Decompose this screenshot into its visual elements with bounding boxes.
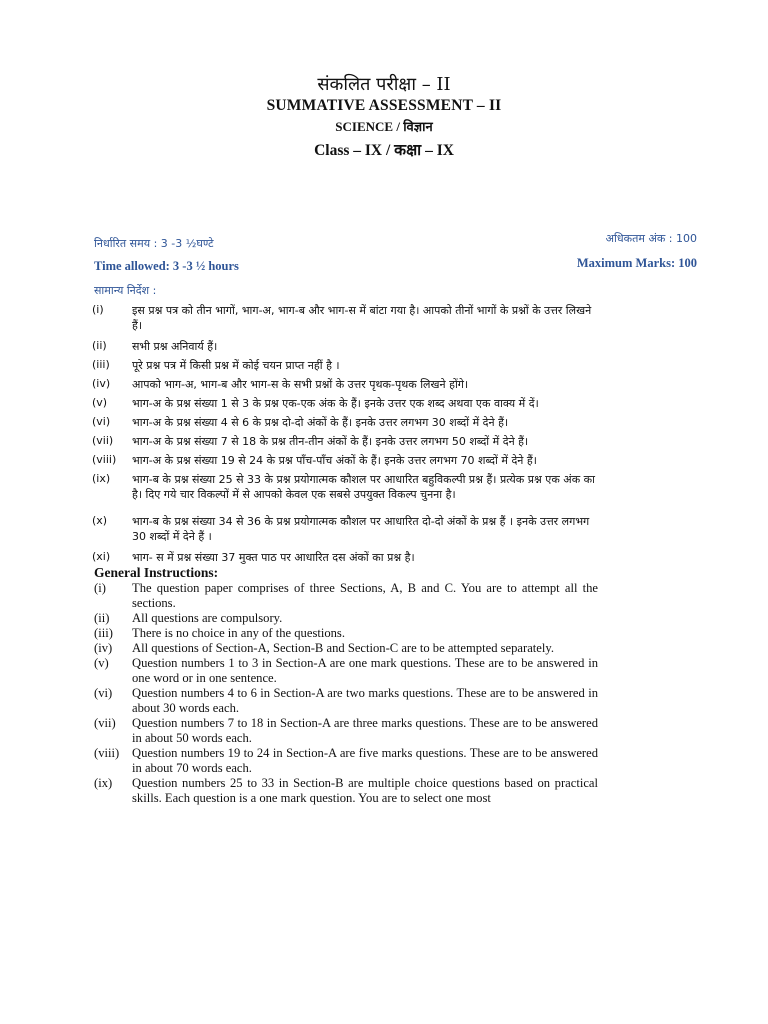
list-item: [92, 396, 602, 415]
max-marks-hindi: अधिकतम अंक : 100: [605, 232, 697, 245]
item-text: इस प्रश्न पत्र को तीन भागों, भाग-अ, भाग-ब और भाग-स में बांटा गया है। आपको तीनों भागों के प्रश्नों के उत्तर लिखने हैं।: [132, 304, 592, 332]
item-number: (iii): [92, 358, 110, 371]
item-number: (i): [94, 581, 106, 595]
max-marks-english: Maximum Marks: 100: [576, 256, 697, 270]
item-text: भाग-अ के प्रश्न संख्या 7 से 18 के प्रश्न तीन-तीन अंकों के हैं। इनके उत्तर लगभग 50 शब्दों में देने हैं।: [132, 435, 529, 448]
item-number: (i): [92, 303, 104, 316]
list-item: [94, 686, 598, 716]
item-text: There is no choice in any of the questions.: [132, 626, 345, 640]
item-text: सभी प्रश्न अनिवार्य हैं।: [132, 340, 218, 353]
time-allowed-hindi: निर्धारित समय : 3 -3 ½घण्टे: [94, 237, 214, 250]
item-text: All questions are compulsory.: [132, 611, 283, 625]
item-number: (vi): [94, 686, 113, 700]
item-number: (ii): [94, 611, 110, 625]
list-item: [94, 641, 598, 656]
item-number: (x): [92, 514, 108, 527]
list-item: [92, 377, 602, 396]
item-number: (ix): [92, 472, 111, 485]
item-text: Question numbers 1 to 3 in Section-A are one mark questions. These are to be answered in one word or in one sentence.: [132, 656, 598, 685]
list-item: [92, 514, 602, 550]
title-hindi: संकलित परीक्षा – II: [317, 74, 451, 95]
item-text: Question numbers 19 to 24 in Section-A are five marks questions. These are to be answered in about 70 words each.: [132, 746, 598, 775]
item-number: (v): [92, 396, 108, 409]
item-number: (xi): [92, 550, 111, 563]
general-instructions-heading: General Instructions:: [94, 565, 219, 580]
list-item: [92, 472, 602, 514]
item-text: Question numbers 7 to 18 in Section-A are three marks questions. These are to be answered in about 50 words each.: [132, 716, 598, 745]
list-item: [94, 611, 598, 626]
item-text: भाग-अ के प्रश्न संख्या 4 से 6 के प्रश्न दो-दो अंकों के हैं। इनके उत्तर लगभग 30 शब्दों में देने हैं।: [132, 416, 509, 429]
list-item: [92, 415, 602, 434]
item-number: (ii): [92, 339, 107, 352]
list-item: [94, 656, 598, 686]
item-text: Question numbers 25 to 33 in Section-B are multiple choice questions based on practical skills. Each question is a one mark question. You are to select one most: [132, 776, 598, 805]
item-text: पूरे प्रश्न पत्र में किसी प्रश्न में कोई चयन प्राप्त नहीं है ।: [132, 359, 340, 372]
item-text: भाग-अ के प्रश्न संख्या 19 से 24 के प्रश्न पाँच-पाँच अंकों के हैं। इनके उत्तर लगभग 70 शब्दों में देने हैं।: [132, 454, 537, 467]
item-text: भाग-ब के प्रश्न संख्या 34 से 36 के प्रश्न प्रयोगात्मक कौशल पर आधारित दो-दो अंकों के प्रश्न हैं । इनके उत्तर लगभग 30 शब्दों में देने हैं ।: [132, 515, 590, 543]
hindi-instructions-list: [92, 303, 602, 569]
time-allowed-english: Time allowed: 3 -3 ½ hours: [94, 259, 239, 273]
class-title: Class – IX / कक्षा – IX: [314, 142, 454, 159]
list-item: [94, 626, 598, 641]
list-item: [92, 339, 602, 358]
list-item: [94, 746, 598, 776]
item-text: आपको भाग-अ, भाग-ब और भाग-स के सभी प्रश्नों के उत्तर पृथक-पृथक लिखने होंगे।: [132, 378, 469, 391]
list-item: [94, 581, 598, 611]
item-number: (v): [94, 656, 109, 670]
list-item: [92, 303, 602, 339]
list-item: [92, 453, 602, 472]
list-item: [94, 716, 598, 746]
item-text: भाग-ब के प्रश्न संख्या 25 से 33 के प्रश्न प्रयोगात्मक कौशल पर आधारित बहुविकल्पी प्रश्न हैं। प्रत्येक प्रश्न एक अंक का है। दिए गये चार विकल्पों में से आपको केवल एक सबसे उपयुक्त विकल्प चुनना है।: [132, 473, 595, 501]
hindi-instructions-heading: सामान्य निर्देश :: [94, 284, 157, 297]
item-number: (vii): [92, 434, 114, 447]
item-text: The question paper comprises of three Sections, A, B and C. You are to attempt all the sections.: [132, 581, 598, 610]
list-item: [92, 434, 602, 453]
item-number: (iii): [94, 626, 113, 640]
item-number: (viii): [94, 746, 120, 760]
item-number: (iv): [92, 377, 111, 390]
title-english: SUMMATIVE ASSESSMENT – II: [266, 97, 502, 114]
item-number: (ix): [94, 776, 113, 790]
general-instructions-list: [94, 581, 598, 806]
item-text: All questions of Section-A, Section-B and Section-C are to be attempted separately.: [132, 641, 555, 655]
list-item: [92, 358, 602, 377]
item-number: (vi): [92, 415, 111, 428]
item-text: भाग-अ के प्रश्न संख्या 1 से 3 के प्रश्न एक-एक अंक के हैं। इनके उत्तर एक शब्द अथवा एक वाक्य में दें।: [132, 397, 539, 410]
item-number: (vii): [94, 716, 116, 730]
item-number: (viii): [92, 453, 117, 466]
list-item: [94, 776, 598, 806]
item-number: (iv): [94, 641, 113, 655]
item-text: Question numbers 4 to 6 in Section-A are two marks questions. These are to be answered in about 30 words each.: [132, 686, 598, 715]
subject-title: SCIENCE / विज्ञान: [335, 119, 433, 134]
item-text: भाग- स में प्रश्न संख्या 37 मुक्त पाठ पर आधारित दस अंकों का प्रश्न है।: [132, 551, 415, 564]
